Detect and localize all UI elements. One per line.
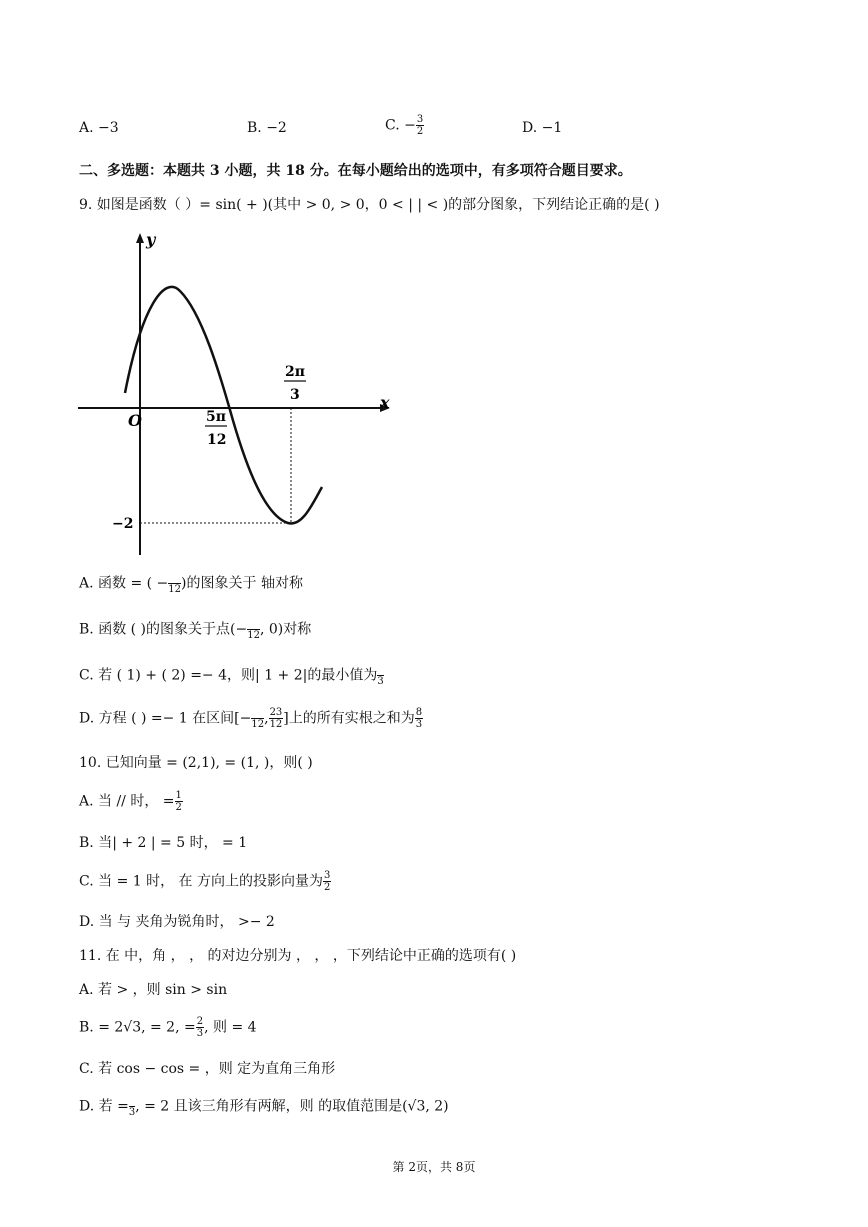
q9-option-d-fraction-3 xyxy=(415,707,423,730)
q11-option-d-text-end: , = 2 且该三角形有两解，则 的取值范围是(√3, 2) xyxy=(135,1098,449,1115)
q11-stem: 11. 在 中，角 ， ， 的对边分别为 ， ， ，下列结论中正确的选项有( ) xyxy=(79,948,517,964)
fraction-denominator: 3 xyxy=(377,676,384,687)
q9-option-b-fraction xyxy=(247,618,260,641)
x-axis-label: x xyxy=(380,393,390,412)
q10-option-c-fraction xyxy=(323,870,331,893)
fraction-numerator: 8 xyxy=(415,707,423,718)
tick-2pi-denominator: 3 xyxy=(290,387,300,403)
q9-option-a xyxy=(79,572,303,595)
q8-option-a: A. −3 xyxy=(79,120,119,136)
q8-option-b: B. −2 xyxy=(247,120,287,136)
fraction-denominator: 12 xyxy=(251,719,265,730)
q9-function-graph xyxy=(70,225,400,565)
fraction-denominator: 3 xyxy=(196,1028,204,1039)
page-footer: 第 2页，共 8页 xyxy=(392,1160,476,1174)
q11-option-b-text-end: , 则 = 4 xyxy=(204,1019,257,1036)
fraction-denominator: 2 xyxy=(324,882,331,893)
y-axis-label: y xyxy=(146,230,156,249)
q9-option-c-fraction xyxy=(377,664,383,687)
section2-heading: 二、多选题：本题共 3 小题，共 18 分。在每小题给出的选项中，有多项符合题目要求。 xyxy=(79,163,632,179)
q11-option-b-fraction xyxy=(196,1016,204,1039)
fraction-numerator: 1 xyxy=(175,790,182,801)
fraction-denominator: 12 xyxy=(269,719,283,730)
fraction-numerator: 3 xyxy=(416,114,424,125)
q11-option-b-text: B. = 2√3, = 2, = xyxy=(79,1019,196,1036)
q8-option-c xyxy=(385,114,424,137)
q9-option-a-text: A. 函数 = ( − xyxy=(79,575,169,592)
q10-option-a xyxy=(79,790,183,813)
fraction-numerator xyxy=(168,572,181,584)
sine-curve xyxy=(125,287,322,524)
q10-option-c-text: C. 当 = 1 时， 在 方向上的投影向量为 xyxy=(79,873,324,890)
q9-option-a-fraction xyxy=(168,572,181,595)
fraction-denominator: 12 xyxy=(168,584,182,595)
q9-option-d: D. 方程 ( ) =− 1 在区间[− 12 , $\frac{23}{12}$ ]上的所有实根之和为 $\frac{8}{3}$ xyxy=(79,707,423,730)
tick-5pi-denominator: 12 xyxy=(207,432,227,448)
q11-option-a: A. 若 > ，则 sin > sin xyxy=(79,982,228,998)
q10-option-a-text: A. 当 // 时， = xyxy=(79,793,175,810)
q10-option-a-fraction xyxy=(175,790,183,813)
fraction-numerator: 2 xyxy=(196,1016,204,1027)
origin-label: O xyxy=(128,411,142,430)
q8-option-c-prefix: C. − xyxy=(385,117,416,134)
q9-option-b-text: B. 函数 ( )的图象关于点(− xyxy=(79,621,248,638)
fraction-denominator: 2 xyxy=(416,126,424,137)
fraction-numerator: 23 xyxy=(269,707,283,718)
q9-option-d-text: D. 方程 ( ) =− 1 在区间[− xyxy=(79,710,252,727)
fraction-denominator: 3 xyxy=(128,1107,136,1118)
q9-stem: 9. 如图是函数（ ）= sin( + )(其中 > 0, > 0，0 < | | < )的部分图象，下列结论正确的是( ) xyxy=(79,197,660,213)
fraction-numerator xyxy=(247,618,260,630)
q8-option-c-fraction xyxy=(416,114,424,137)
tick-5pi-numerator: 5π xyxy=(206,409,226,425)
q10-option-c xyxy=(79,870,331,893)
fraction-numerator xyxy=(377,664,383,676)
tick-2pi-numerator: 2π xyxy=(285,364,305,380)
q9-option-b-text-end: , 0)对称 xyxy=(259,621,312,638)
fraction-denominator: 12 xyxy=(247,630,260,641)
q11-option-d xyxy=(79,1095,449,1118)
fraction-numerator xyxy=(251,707,264,719)
q9-option-d-fraction-2 xyxy=(269,707,284,730)
q9-option-b xyxy=(79,618,311,641)
fraction-denominator: 2 xyxy=(175,802,182,813)
q10-option-b: B. 当| + 2 | = 5 时， = 1 xyxy=(79,835,248,851)
q9-option-a-text-end: )的图象关于 轴对称 xyxy=(181,575,303,592)
q9-option-c xyxy=(79,664,384,687)
q11-option-b xyxy=(79,1016,257,1039)
q11-option-d-text: D. 若 = xyxy=(79,1098,129,1115)
min-value-label: −2 xyxy=(112,516,134,532)
q9-option-c-text: C. 若 ( 1) + ( 2) =− 4，则| 1 + 2|的最小值为 xyxy=(79,667,378,684)
y-axis-arrow xyxy=(136,233,144,243)
fraction-denominator: 3 xyxy=(415,719,423,730)
q8-option-d: D. −1 xyxy=(522,120,563,136)
q10-stem: 10. 已知向量 = (2,1), = (1, )，则( ) xyxy=(79,755,313,771)
q11-option-c: C. 若 cos − cos = ，则 定为直角三角形 xyxy=(79,1061,336,1077)
fraction-numerator: 3 xyxy=(324,870,331,881)
q10-option-d: D. 当 与 夹角为锐角时， >− 2 xyxy=(79,914,275,930)
q9-option-d-fraction-1 xyxy=(251,707,264,730)
q9-option-d-text-end: ]上的所有实根之和为 xyxy=(283,710,415,727)
